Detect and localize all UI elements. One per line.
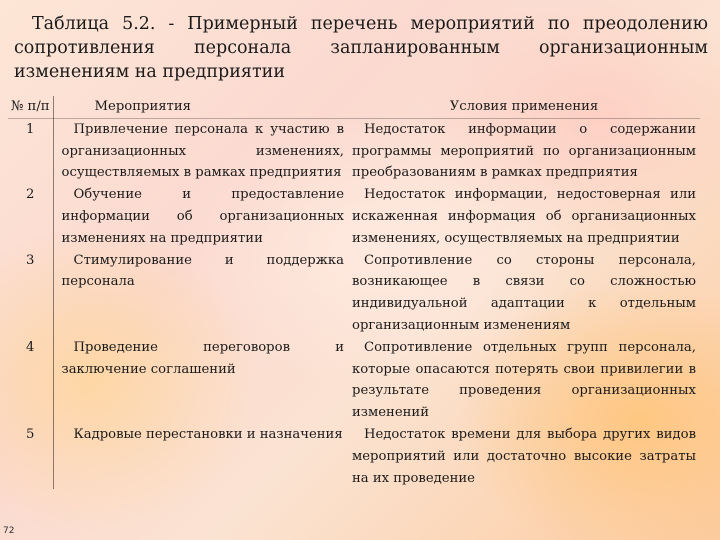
row-measure-text: Проведение переговоров и заключение соглашений	[61, 339, 344, 377]
header-number: № п/п	[8, 96, 53, 118]
row-measure-text: Привлечение персонала к участию в организационных изменениях, осуществляемых в рамках предприятия	[61, 121, 344, 181]
row-number: 4	[8, 337, 53, 424]
row-measure	[53, 250, 348, 337]
table-row	[8, 424, 700, 489]
measures-table	[8, 96, 700, 489]
caption-text: Таблица 5.2. - Примерный перечень мероприятий по преодолению сопротивления персонала запланированным организационным изменениям на предприятии	[14, 14, 708, 82]
row-condition-text: Недостаток информации о содержании программы мероприятий по организационным преобразованиям в рамках предприятия	[352, 121, 696, 181]
row-condition	[348, 424, 700, 489]
row-number: 3	[8, 250, 53, 337]
row-condition-text: Сопротивление отдельных групп персонала, которые опасаются потерять свои привилегии в результате проведения организационных изменений	[352, 339, 696, 421]
table-row	[8, 337, 700, 424]
table-row	[8, 184, 700, 249]
table-header-row	[8, 96, 700, 118]
table-row	[8, 250, 700, 337]
row-condition	[348, 337, 700, 424]
row-measure	[53, 184, 348, 249]
row-condition-text: Сопротивление со стороны персонала, возникающее в связи со сложностью индивидуальной адаптации к отдельным организационным изменениям	[352, 252, 696, 333]
table-caption	[14, 12, 708, 84]
row-measure	[53, 337, 348, 424]
row-measure	[53, 424, 348, 489]
header-measures: Мероприятия	[53, 96, 348, 118]
row-number: 1	[8, 118, 53, 184]
row-measure-text: Кадровые перестановки и назначения	[73, 426, 343, 442]
row-measure-text: Обучение и предоставление информации об организационных изменениях на предприятии	[61, 187, 344, 246]
row-measure-text: Стимулирование и поддержка персонала	[61, 252, 344, 290]
row-condition-text: Недостаток информации, недостоверная или искаженная информация об организационных изменениях, осуществляемых на предприятии	[352, 187, 696, 246]
row-number: 2	[8, 184, 53, 249]
table-row	[8, 118, 700, 184]
page-number: 72	[3, 526, 15, 536]
row-condition	[348, 250, 700, 337]
row-condition	[348, 184, 700, 249]
row-measure	[53, 118, 348, 184]
row-number: 5	[8, 424, 53, 489]
header-conditions: Условия применения	[348, 96, 700, 118]
row-condition-text: Недостаток времени для выбора других видов мероприятий или достаточно высокие затраты на их проведение	[352, 426, 696, 486]
row-condition	[348, 118, 700, 184]
